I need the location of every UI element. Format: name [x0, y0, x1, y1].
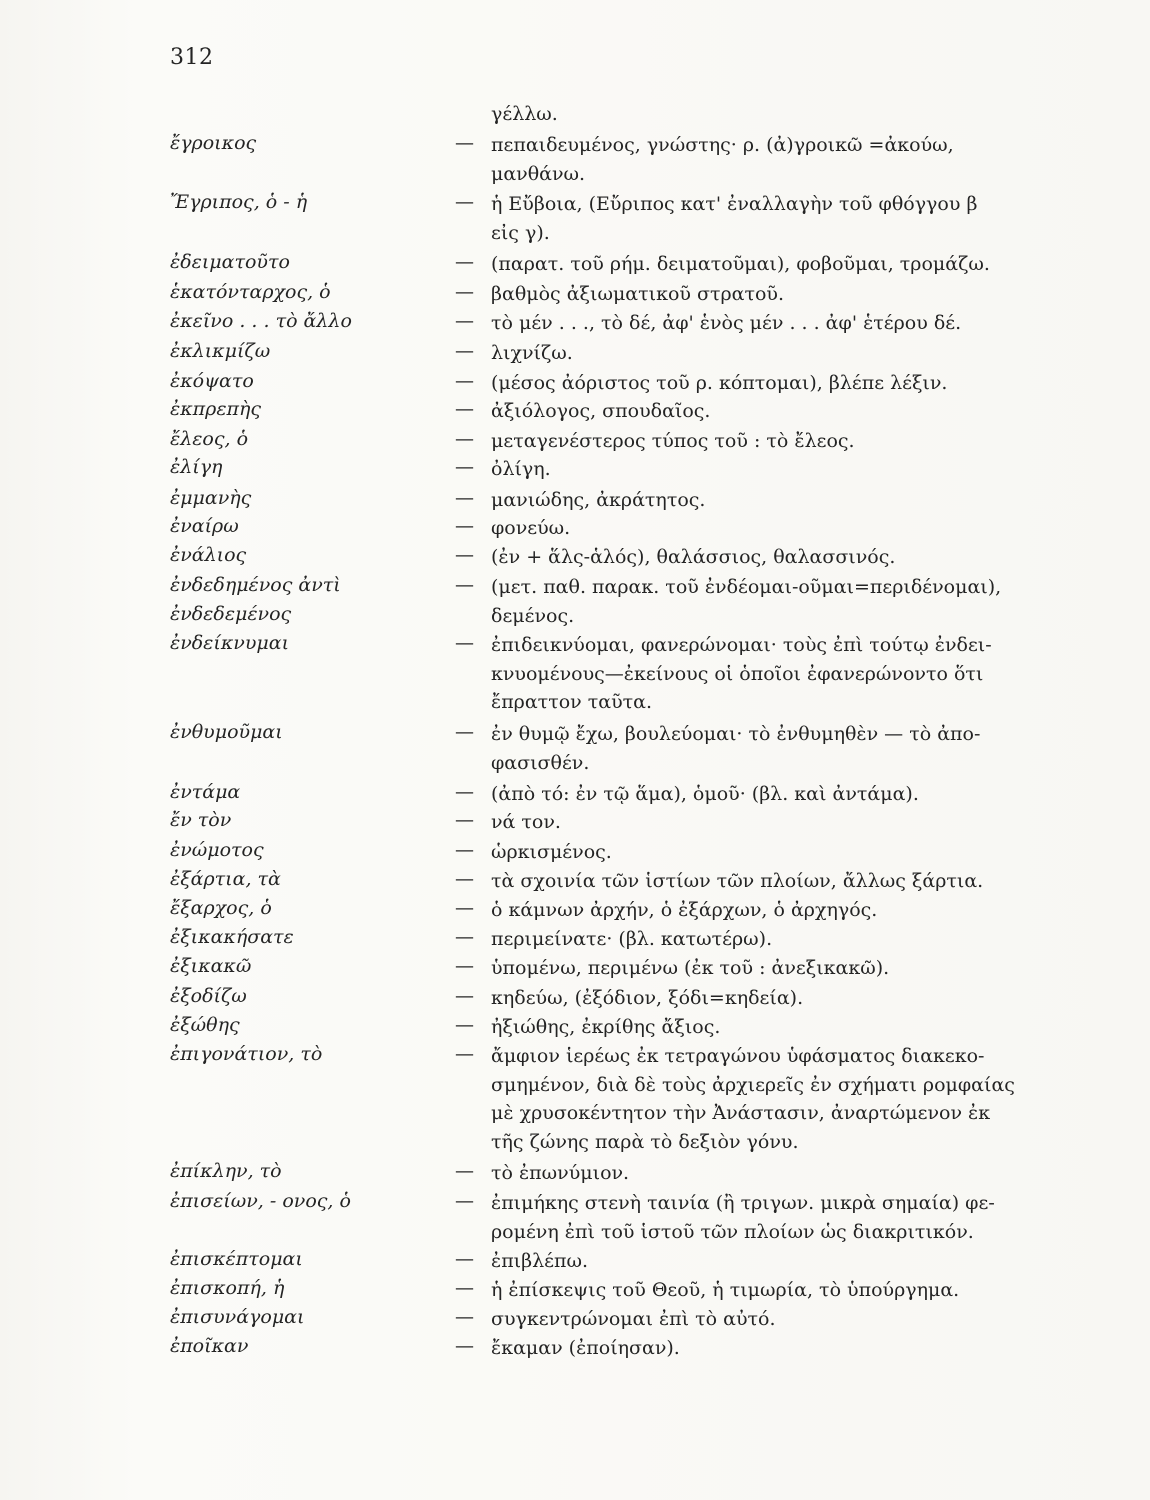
glossary-definition	[491, 369, 1026, 398]
glossary-term: ἐκεῖνο . . . τὸ ἄλλο	[170, 310, 352, 332]
glossary-term: ἐνδεδεμένος	[170, 603, 292, 625]
entry-dash: —	[455, 985, 474, 1007]
glossary-term: ἐνώμοτος	[170, 839, 264, 861]
glossary-term: ἐπισείων, - ονος, ὁ	[170, 1190, 351, 1212]
entry-dash: —	[455, 1014, 474, 1036]
glossary-definition	[491, 954, 1026, 983]
definition-line: ὑπομένω, περιμένω (ἐκ τοῦ : ἀνεξικακῶ).	[491, 957, 890, 979]
glossary-term: ἔγροικος	[170, 132, 257, 154]
definition-line: φασισθέν.	[491, 751, 590, 774]
entry-dash: —	[455, 132, 474, 154]
glossary-definition	[491, 1334, 1026, 1363]
definition-line: τῆς ζώνης παρὰ τὸ δεξιὸν γόνυ.	[491, 1130, 799, 1153]
glossary-definition	[491, 131, 1026, 188]
glossary-term: ἐκπρεπὴς	[170, 398, 262, 420]
glossary-definition	[491, 602, 1026, 631]
glossary-definition	[491, 984, 1026, 1013]
definition-line: ἔπραττον ταῦτα.	[491, 691, 653, 713]
glossary-definition	[491, 573, 1026, 602]
definition-line: γέλλω.	[491, 103, 558, 125]
definition-line: ἐν θυμῷ ἔχω, βουλεύομαι· τὸ ἐνθυμηθὲν — τὸ ἀπο-	[491, 723, 981, 745]
definition-line: ἡ Εὔβοια, (Εὔριπος κατ' ἐναλλαγὴν τοῦ φθόγγου β	[491, 193, 978, 215]
entry-dash: —	[455, 721, 474, 743]
glossary-definition	[491, 1247, 1026, 1276]
entry-dash: —	[455, 340, 474, 362]
glossary-definition	[491, 250, 1026, 279]
entry-dash: —	[455, 868, 474, 890]
entry-dash: —	[455, 281, 474, 303]
definition-line: ἐπιδεικνύομαι, φανερώνομαι· τοὺς ἐπὶ τούτῳ ἐνδει-	[491, 634, 992, 656]
definition-line: ἄμφιον ἱερέως ἐκ τετραγώνου ὑφάσματος διακεκο-	[491, 1045, 985, 1067]
glossary-term: ἐξικακῶ	[170, 955, 252, 977]
definition-line: νά τον.	[491, 811, 561, 833]
glossary-definition	[491, 780, 1026, 809]
definition-line: ἐπιβλέπω.	[491, 1250, 589, 1272]
glossary-term: ἐμμανὴς	[170, 487, 252, 509]
glossary-definition	[491, 1189, 1026, 1246]
entry-dash: —	[455, 515, 474, 537]
definition-line: εἰς γ).	[491, 221, 550, 244]
glossary-definition	[491, 1042, 1026, 1156]
definition-line: τὰ σχοινία τῶν ἱστίων τῶν πλοίων, ἄλλως ξάρτια.	[491, 870, 984, 892]
entry-dash: —	[455, 428, 474, 450]
glossary-definition	[491, 100, 1026, 129]
entry-dash: —	[455, 456, 474, 478]
entry-dash: —	[455, 370, 474, 392]
definition-line: κνυομένους—ἐκείνους οἱ ὁποῖοι ἐφανερώνοντο ὅτι	[491, 662, 984, 685]
entry-dash: —	[455, 398, 474, 420]
definition-line: τὸ μέν . . ., τὸ δέ, ἀφ' ἑνὸς μέν . . . ἀφ' ἑτέρου δέ.	[491, 312, 962, 334]
glossary-term: ἑκατόνταρχος, ὁ	[170, 281, 331, 303]
glossary-term: ἐνάλιος	[170, 544, 247, 566]
glossary-term: ἐκλικμίζω	[170, 340, 271, 362]
definition-line: σμημένον, διὰ δὲ τοὺς ἀρχιερεῖς ἐν σχήματι ρομφαίας	[491, 1073, 1015, 1096]
entry-dash: —	[455, 1306, 474, 1328]
glossary-definition	[491, 925, 1026, 954]
page-number: 312	[170, 45, 214, 70]
definition-line: ἔκαμαν (ἐποίησαν).	[491, 1337, 680, 1359]
glossary-term: ἐκόψατο	[170, 370, 254, 392]
entry-dash: —	[455, 1190, 474, 1212]
glossary-term: ἐπιγονάτιον, τὸ	[170, 1043, 323, 1065]
glossary-definition	[491, 1276, 1026, 1305]
glossary-definition	[491, 838, 1026, 867]
glossary-term: ἐπισυνάγομαι	[170, 1306, 305, 1328]
glossary-term: ἐπισκοπή, ἡ	[170, 1277, 285, 1299]
definition-line: (παρατ. τοῦ ρήμ. δειματοῦμαι), φοβοῦμαι, τρομάζω.	[491, 253, 990, 275]
glossary-term: ἔλεος, ὁ	[170, 428, 249, 450]
entry-dash: —	[455, 1160, 474, 1182]
entry-dash: —	[455, 781, 474, 803]
glossary-definition	[491, 631, 1026, 717]
glossary-term: ἐξάρτια, τὰ	[170, 868, 281, 890]
glossary-definition	[491, 1305, 1026, 1334]
entry-dash: —	[455, 926, 474, 948]
glossary-term: ἔν τὸν	[170, 809, 232, 831]
glossary-term: ἐξικακήσατε	[170, 926, 294, 948]
entry-dash: —	[455, 1248, 474, 1270]
glossary-term: ἔξαρχος, ὁ	[170, 897, 272, 919]
entry-dash: —	[455, 897, 474, 919]
glossary-definition	[491, 339, 1026, 368]
entry-dash: —	[455, 574, 474, 596]
definition-line: ἠξιώθης, ἐκρίθης ἄξιος.	[491, 1016, 721, 1038]
definition-line: λιχνίζω.	[491, 342, 573, 364]
glossary-term: ἐλίγη	[170, 456, 223, 478]
definition-line: κηδεύω, (ἐξόδιον, ξόδι=κηδεία).	[491, 987, 804, 1009]
entry-dash: —	[455, 809, 474, 831]
glossary-term: Ἔγριπος, ὁ - ἡ	[170, 191, 308, 213]
glossary-definition	[491, 280, 1026, 309]
definition-line: βαθμὸς ἀξιωματικοῦ στρατοῦ.	[491, 283, 785, 305]
definition-line: συγκεντρώνομαι ἐπὶ τὸ αὐτό.	[491, 1308, 776, 1330]
glossary-term: ἐναίρω	[170, 515, 239, 537]
definition-line: μανιώδης, ἀκράτητος.	[491, 489, 706, 511]
glossary-term: ἐπίκλην, τὸ	[170, 1160, 282, 1182]
glossary-definition	[491, 397, 1026, 426]
entry-dash: —	[455, 487, 474, 509]
glossary-term: ἐδειματοῦτο	[170, 251, 290, 273]
definition-line: ὡρκισμένος.	[491, 841, 612, 863]
entry-dash: —	[455, 1335, 474, 1357]
glossary-definition	[491, 486, 1026, 515]
glossary-definition	[491, 1159, 1026, 1188]
definition-line: δεμένος.	[491, 605, 575, 627]
entry-dash: —	[455, 251, 474, 273]
glossary-term: ἐξοδίζω	[170, 985, 247, 1007]
definition-line: (ἐν + ἅλς-ἁλός), θαλάσσιος, θαλασσινός.	[491, 546, 896, 568]
glossary-term: ἐποῖκαν	[170, 1335, 249, 1357]
definition-line: ἡ ἐπίσκεψις τοῦ Θεοῦ, ἡ τιμωρία, τὸ ὑπούργημα.	[491, 1279, 960, 1301]
entry-dash: —	[455, 632, 474, 654]
glossary-term: ἐξώθης	[170, 1014, 240, 1036]
entry-dash: —	[455, 1043, 474, 1065]
definition-line: (μέσος ἀόριστος τοῦ ρ. κόπτομαι), βλέπε λέξιν.	[491, 372, 948, 394]
definition-line: μὲ χρυσοκέντητον τὴν Ἀνάστασιν, ἀναρτώμενον ἐκ	[491, 1102, 991, 1124]
entry-dash: —	[455, 191, 474, 213]
entry-dash: —	[455, 1277, 474, 1299]
glossary-definition	[491, 720, 1026, 777]
definition-line: πεπαιδευμένος, γνώστης· ρ. (ἀ)γροικῶ =ἀκούω,	[491, 134, 954, 156]
glossary-definition	[491, 190, 1026, 247]
definition-line: φονεύω.	[491, 517, 571, 539]
definition-line: ρομένη ἐπὶ τοῦ ἱστοῦ τῶν πλοίων ὡς διακριτικόν.	[491, 1220, 974, 1243]
glossary-term: ἐνθυμοῦμαι	[170, 721, 283, 743]
glossary-definition	[491, 427, 1026, 456]
glossary-definition	[491, 867, 1026, 896]
glossary-definition	[491, 309, 1026, 338]
definition-line: τὸ ἐπωνύμιον.	[491, 1162, 630, 1184]
entry-dash: —	[455, 310, 474, 332]
definition-line: μεταγενέστερος τύπος τοῦ : τὸ ἔλεος.	[491, 430, 855, 452]
glossary-definition	[491, 1013, 1026, 1042]
glossary-term: ἐντάμα	[170, 781, 241, 803]
definition-line: (μετ. παθ. παρακ. τοῦ ἐνδέομαι-οῦμαι=περιδένομαι),	[491, 576, 1002, 598]
definition-line: ἀξιόλογος, σπουδαῖος.	[491, 400, 711, 422]
glossary-definition	[491, 455, 1026, 484]
glossary-definition	[491, 543, 1026, 572]
glossary-term: ἐπισκέπτομαι	[170, 1248, 303, 1270]
glossary-term: ἐνδείκνυμαι	[170, 632, 290, 654]
entry-dash: —	[455, 839, 474, 861]
glossary-definition	[491, 808, 1026, 837]
definition-line: ὀλίγη.	[491, 458, 551, 480]
definition-line: μανθάνω.	[491, 162, 586, 185]
glossary-term: ἐνδεδημένος ἀντὶ	[170, 574, 341, 596]
entry-dash: —	[455, 544, 474, 566]
glossary-definition	[491, 896, 1026, 925]
definition-line: ὁ κάμνων ἀρχήν, ὁ ἐξάρχων, ὁ ἀρχηγός.	[491, 899, 878, 921]
definition-line: ἐπιμήκης στενὴ ταινία (ἢ τριγων. μικρὰ σημαία) φε-	[491, 1192, 995, 1214]
definition-line: περιμείνατε· (βλ. κατωτέρω).	[491, 928, 773, 950]
entry-dash: —	[455, 955, 474, 977]
glossary-definition	[491, 514, 1026, 543]
definition-line: (ἀπὸ τό: ἐν τῷ ἅμα), ὁμοῦ· (βλ. καὶ ἀντάμα).	[491, 783, 919, 805]
